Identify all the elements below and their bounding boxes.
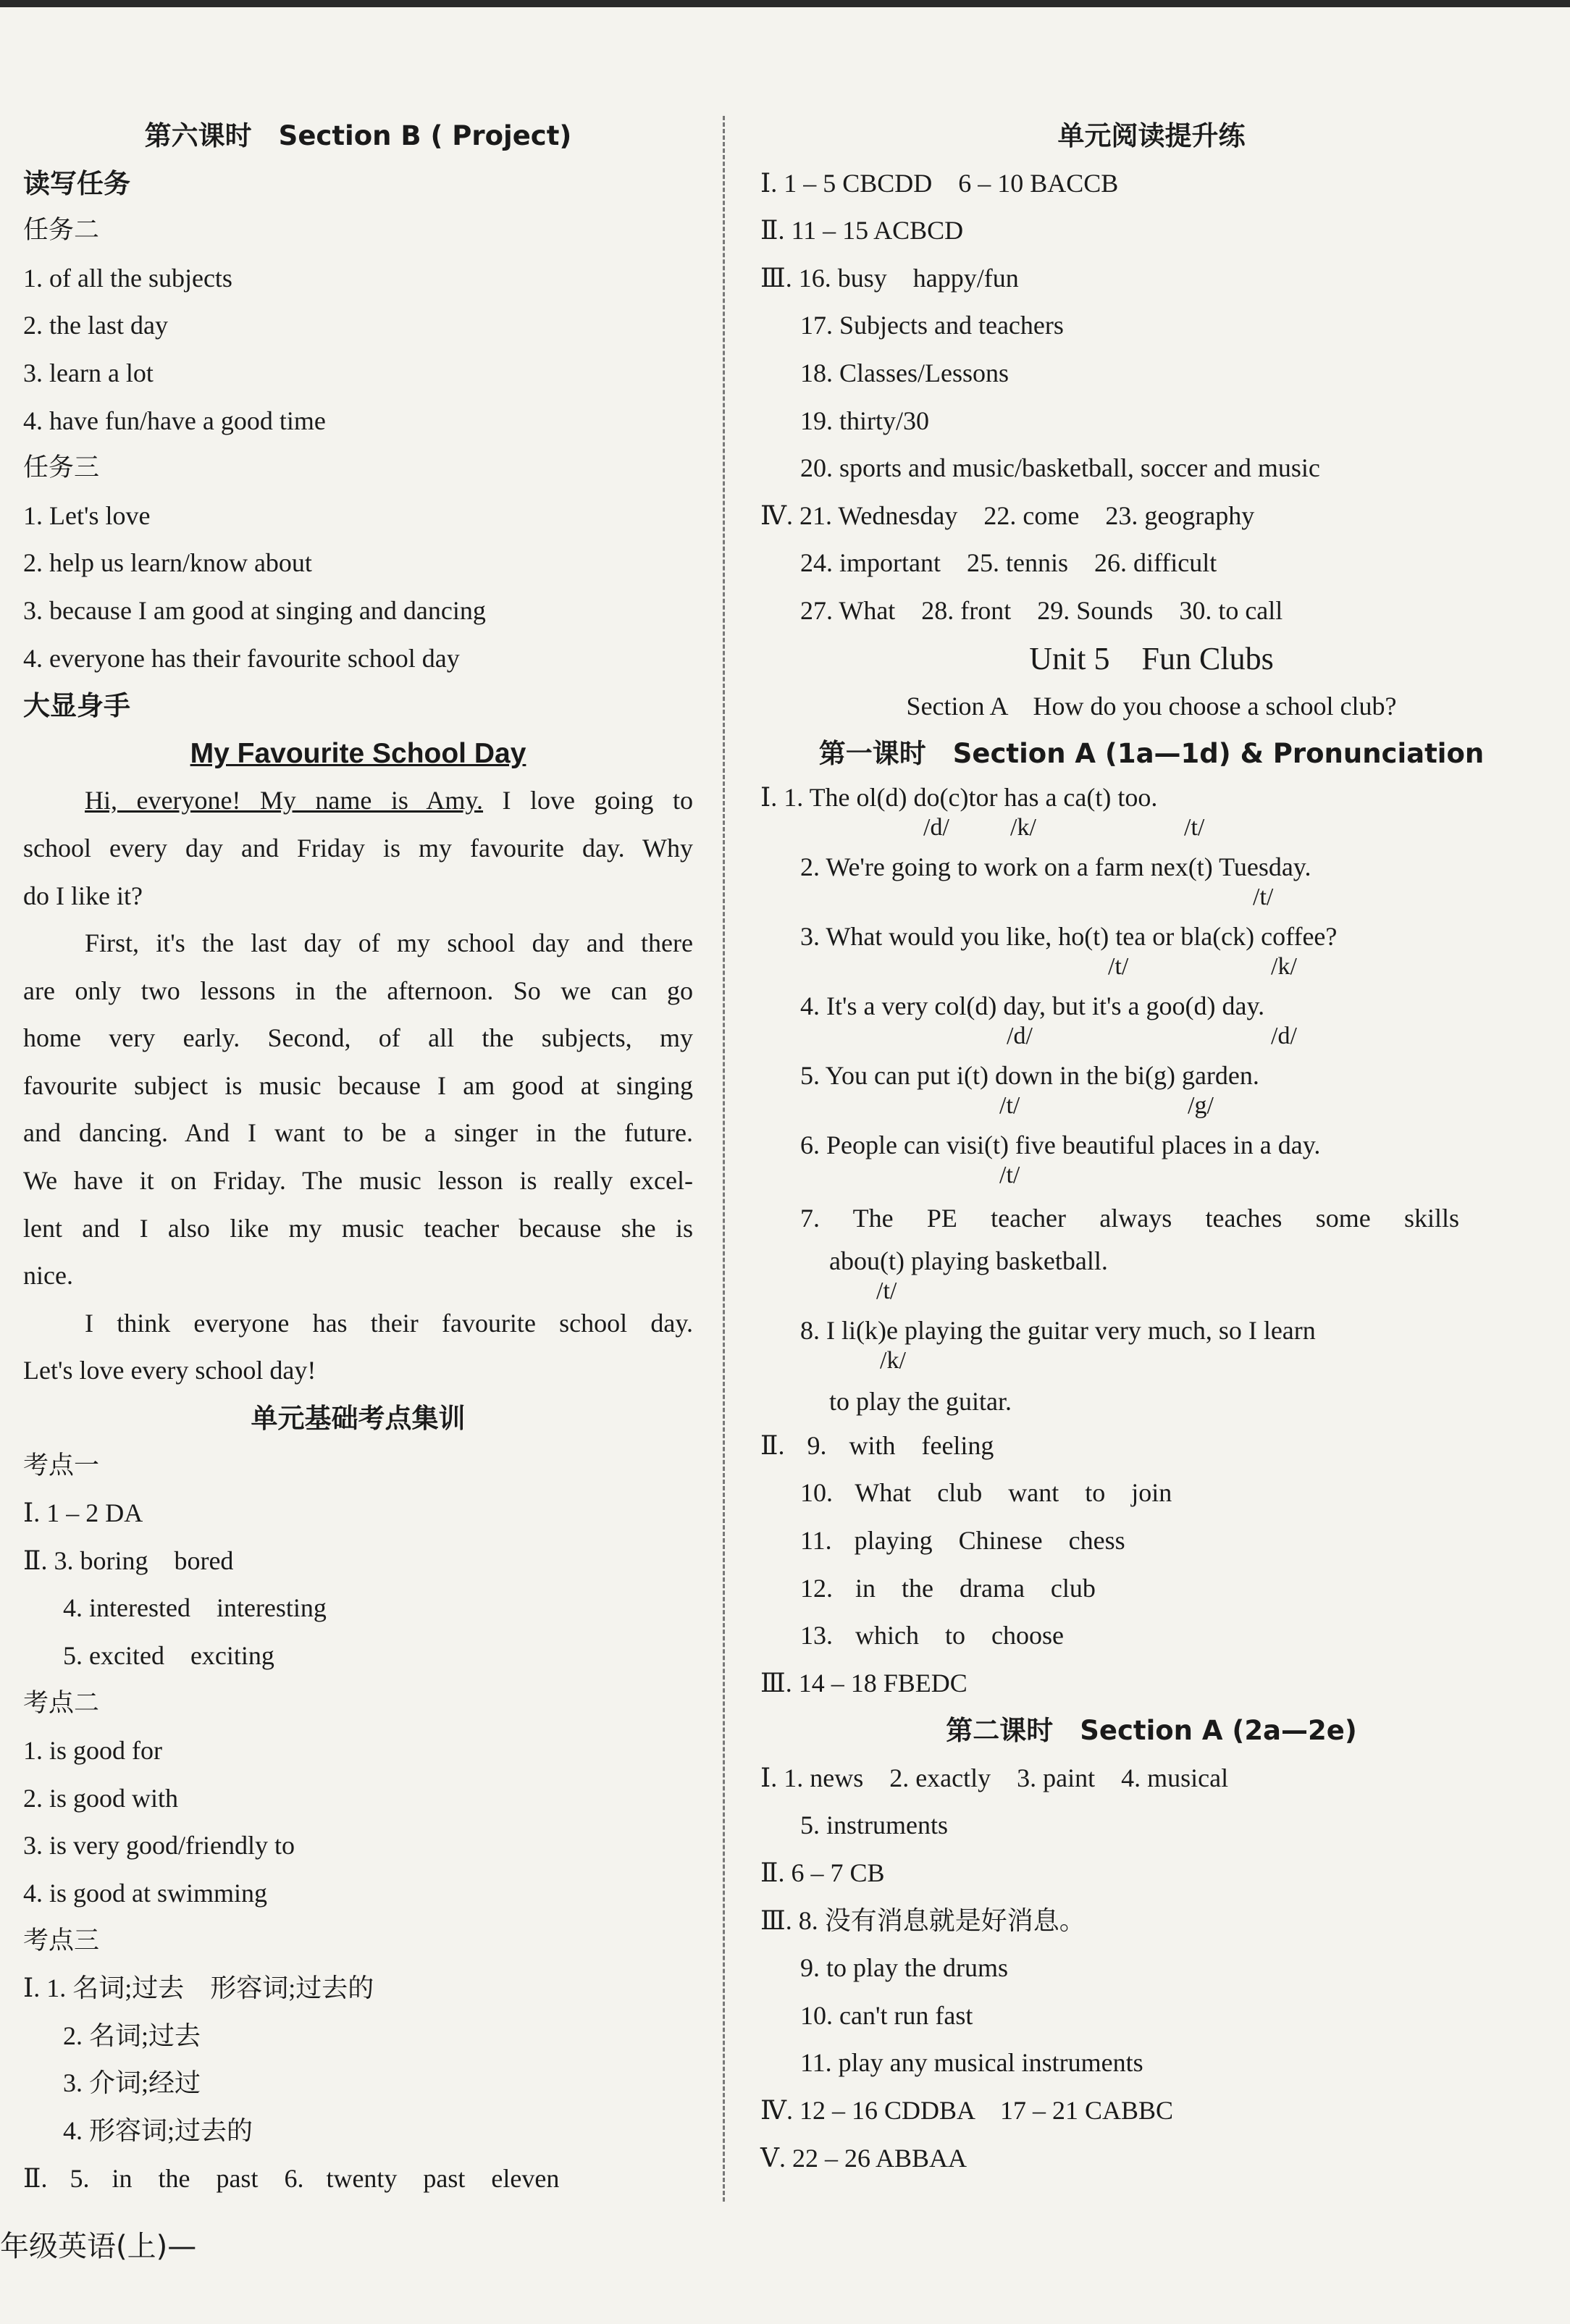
phonetic-mark: /k/ — [1010, 813, 1036, 841]
list-item: Ⅲ. 16. busy happy/fun — [760, 263, 1019, 293]
pronunciation-item: abou(t) playing basketball. — [829, 1246, 1108, 1275]
list-item: 4. everyone has their favourite school day — [23, 643, 460, 673]
phonetic-mark: /t/ — [999, 1161, 1020, 1188]
essay-underlined-sentence: Hi, everyone! My name is Amy. — [85, 786, 484, 815]
point3-label: 考点三 — [23, 1926, 100, 1955]
phonetic-mark: /t/ — [1184, 813, 1205, 841]
list-item: Ⅲ. 8. 没有消息就是好消息。 — [760, 1905, 1086, 1935]
list-item: Ⅴ. 22 – 26 ABBAA — [760, 2143, 967, 2173]
lesson6-heading: 第六课时 Section B ( Project) — [144, 120, 572, 151]
list-item: Ⅰ. 1 – 2 DA — [23, 1498, 143, 1528]
point1-label: 考点一 — [23, 1451, 100, 1480]
essay-title: My Favourite School Day — [190, 737, 526, 769]
list-item: 4. is good at swimming — [23, 1878, 268, 1908]
phonetic-mark: /t/ — [999, 1091, 1020, 1119]
list-item: Ⅲ. 14 – 18 FBEDC — [760, 1668, 967, 1698]
list-item: Ⅱ. 9. with feeling — [760, 1430, 994, 1460]
essay-text: We have it on Friday. The music lesson is really excel- — [23, 1166, 693, 1196]
phonetic-marks — [760, 952, 1542, 986]
phonetic-marks — [760, 1277, 1542, 1311]
lesson2-heading: 第二课时 Section A (2a—2e) — [946, 1715, 1357, 1747]
pronunciation-item: 8. I li(k)e playing the guitar very much, so I learn — [800, 1315, 1316, 1345]
essay-text: lent and I also like my music teacher because she is — [23, 1213, 693, 1243]
list-item: 18. Classes/Lessons — [800, 358, 1009, 387]
list-item: Ⅱ. 6 – 7 CB — [760, 1858, 885, 1888]
list-item: 2. is good with — [23, 1783, 179, 1813]
left-column — [23, 112, 693, 2202]
list-item: 4. have fun/have a good time — [23, 406, 326, 435]
right-column — [760, 112, 1542, 2182]
list-item: 11. play any musical instruments — [800, 2048, 1143, 2078]
list-item: 17. Subjects and teachers — [800, 311, 1064, 340]
list-item: Ⅰ. 1. 名词;过去 形容词;过去的 — [23, 1973, 374, 2003]
essay-text: school every day and Friday is my favourite day. Why — [23, 833, 693, 863]
essay-text: Let's love every school day! — [23, 1356, 316, 1385]
list-item: Ⅰ. 1 – 5 CBCDD 6 – 10 BACCB — [760, 168, 1119, 198]
essay-text: do I like it? — [23, 881, 143, 910]
point2-label: 考点二 — [23, 1688, 100, 1718]
list-item: 2. 名词;过去 — [63, 2021, 201, 2050]
essay-text: I love going to — [483, 786, 693, 815]
pronunciation-item: 4. It's a very col(d) day, but it's a goo(d) day. — [800, 991, 1265, 1020]
pronunciation-item: 3. What would you like, ho(t) tea or bla(ck) coffee? — [800, 921, 1338, 951]
list-item: 3. because I am good at singing and dancing — [23, 595, 486, 625]
list-item: 5. excited exciting — [63, 1641, 274, 1670]
phonetic-mark: /t/ — [1253, 883, 1274, 910]
pronunciation-item: to play the guitar. — [829, 1386, 1012, 1416]
phonetic-mark: /d/ — [923, 813, 949, 841]
list-item: 1. Let's love — [23, 500, 151, 530]
list-item: 2. help us learn/know about — [23, 548, 312, 578]
phonetic-marks — [760, 1161, 1542, 1195]
list-item: 20. sports and music/basketball, soccer and music — [800, 453, 1320, 483]
phonetic-mark: /k/ — [1271, 952, 1297, 980]
section-a-title: Section A How do you choose a school club? — [906, 691, 1397, 721]
essay-paragraph-3: I think everyone has their favourite school day. — [85, 1308, 693, 1338]
list-item: 13. which to choose — [800, 1621, 1064, 1650]
list-item: 10. can't run fast — [800, 2000, 973, 2030]
list-item: Ⅳ. 21. Wednesday 22. come 23. geography — [760, 500, 1255, 530]
list-item: 1. of all the subjects — [23, 263, 232, 293]
essay-paragraph-2: First, it's the last day of my school day and there — [85, 928, 693, 958]
column-divider — [723, 116, 725, 2202]
list-item: 11. playing Chinese chess — [800, 1525, 1125, 1555]
list-item: 1. is good for — [23, 1736, 162, 1766]
list-item: 9. to play the drums — [800, 1953, 1008, 1983]
phonetic-marks — [760, 883, 1542, 917]
list-item: 19. thirty/30 — [800, 406, 929, 435]
phonetic-mark: /t/ — [1108, 952, 1129, 980]
task2-label: 任务二 — [23, 216, 100, 246]
page-footer: 年级英语(上)— — [0, 2230, 197, 2263]
unit5-title: Unit 5 Fun Clubs — [1029, 640, 1274, 676]
phonetic-mark: /k/ — [880, 1346, 906, 1374]
list-item: Ⅱ. 3. boring bored — [23, 1545, 234, 1575]
list-item: 4. interested interesting — [63, 1593, 327, 1623]
list-item: 10. What club want to join — [800, 1478, 1172, 1508]
phonetic-mark: /t/ — [876, 1277, 897, 1304]
list-item: Ⅰ. 1. news 2. exactly 3. paint 4. musical — [760, 1763, 1229, 1792]
pronunciation-item: 6. People can visi(t) five beautiful places in a day. — [800, 1130, 1321, 1159]
phonetic-mark: /d/ — [1007, 1022, 1033, 1049]
reading-heading: 单元阅读提升练 — [1057, 120, 1246, 151]
essay-text: home very early. Second, of all the subjects, my — [23, 1023, 693, 1053]
list-item: 5. instruments — [800, 1811, 948, 1840]
reading-writing-heading: 读写任务 — [23, 167, 130, 199]
list-item: 27. What 28. front 29. Sounds 30. to call — [800, 595, 1283, 625]
top-border — [0, 0, 1570, 7]
list-item: 3. learn a lot — [23, 358, 154, 387]
essay-text: favourite subject is music because I am good at singing — [23, 1070, 693, 1100]
show-yourself-heading: 大显身手 — [23, 690, 130, 722]
phonetic-marks — [760, 1346, 1542, 1380]
essay-text: nice. — [23, 1261, 73, 1291]
list-item: Ⅳ. 12 – 16 CDDBA 17 – 21 CABBC — [760, 2096, 1174, 2126]
pronunciation-item: Ⅰ. 1. The ol(d) do(c)tor has a ca(t) too. — [760, 782, 1158, 812]
phonetic-marks — [760, 1091, 1542, 1125]
pronunciation-item: 7. The PE teacher always teaches some skills — [800, 1203, 1459, 1233]
list-item: 3. 介词;经过 — [63, 2068, 201, 2098]
essay-text: are only two lessons in the afternoon. So we can go — [23, 976, 693, 1005]
list-item: 3. is very good/friendly to — [23, 1831, 295, 1861]
essay-text: and dancing. And I want to be a singer in the future. — [23, 1118, 693, 1148]
list-item: 24. important 25. tennis 26. difficult — [800, 548, 1217, 578]
essay-paragraph-1 — [23, 777, 693, 825]
task3-label: 任务三 — [23, 453, 100, 483]
pronunciation-item: 2. We're going to work on a farm nex(t) Tuesday. — [800, 852, 1311, 881]
list-item: 2. the last day — [23, 311, 168, 340]
phonetic-marks — [760, 813, 1542, 847]
list-item: Ⅱ. 11 – 15 ACBCD — [760, 216, 964, 246]
phonetic-mark: /g/ — [1188, 1091, 1214, 1119]
pronunciation-item: 5. You can put i(t) down in the bi(g) garden. — [800, 1060, 1259, 1090]
phonetic-marks — [760, 1022, 1542, 1056]
phonetic-mark: /d/ — [1271, 1022, 1297, 1049]
list-item: 4. 形容词;过去的 — [63, 2115, 253, 2145]
unit-basics-heading: 单元基础考点集训 — [251, 1403, 466, 1435]
lesson1-heading: 第一课时 Section A (1a—1d) & Pronunciation — [818, 738, 1485, 770]
list-item: 12. in the drama club — [800, 1573, 1096, 1603]
list-item: Ⅱ. 5. in the past 6. twenty past eleven — [23, 2163, 560, 2193]
